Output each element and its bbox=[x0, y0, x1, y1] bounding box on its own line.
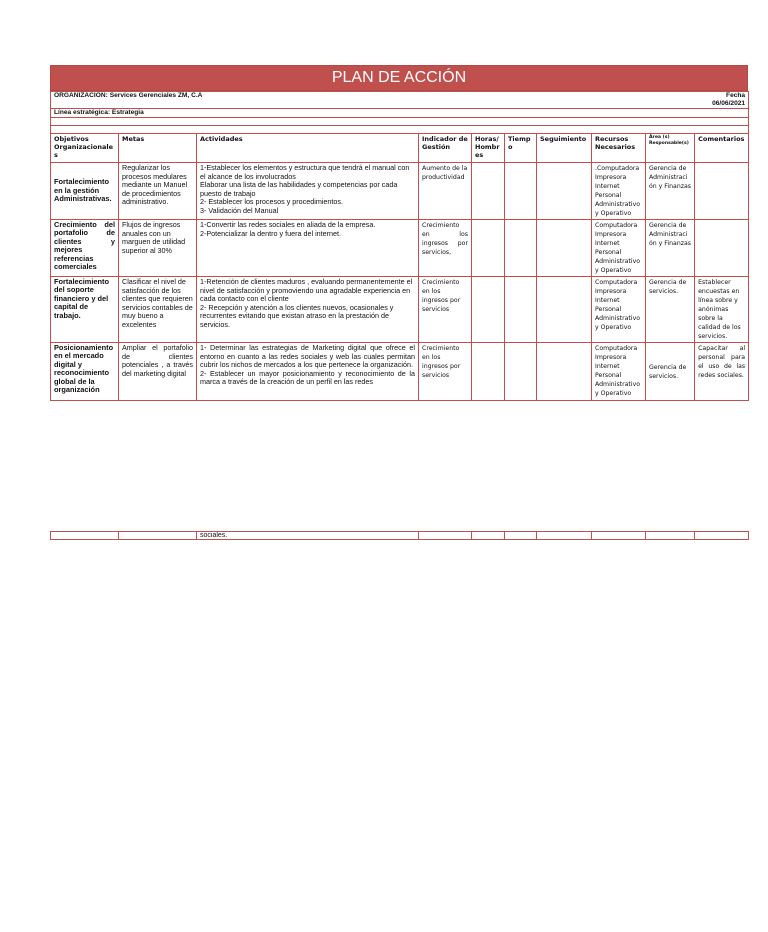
resources-cell: .Computadora Impresora Internet Personal Administrativo y Operativo bbox=[592, 163, 646, 220]
goals-cell: Ampliar el portafolio de clientes potenciales , a través del marketing digital bbox=[119, 343, 197, 401]
goals-cell: Flujos de ingresos anuales con un marguen de utilidad superior al 30% bbox=[119, 220, 197, 277]
time-cell bbox=[505, 163, 537, 220]
tracking-cell bbox=[537, 163, 592, 220]
continuation-text: sociales. bbox=[197, 532, 419, 540]
continuation-row bbox=[51, 532, 749, 540]
strategic-line-label: Línea estratégica: bbox=[54, 109, 111, 116]
activities-cell: 1- Determinar las estrategias de Marketing digital que ofrece el entorno en cuanto a las redes sociales y web las cuales permitan cubrir los nichos de mercados a los que pertenece la organización. 2- Establecer un mayor posicionamiento y reconocimiento de la marca a través de la creación de un perfil en las redes bbox=[197, 343, 419, 401]
tracking-cell bbox=[537, 343, 592, 401]
header-metas: Metas bbox=[119, 134, 197, 163]
organization-label: ORGANIZACIÓN: bbox=[54, 92, 108, 99]
objective-cell: Crecimiento del portafolio de clientes y mejores referencias comerciales bbox=[51, 220, 119, 277]
table-row bbox=[51, 277, 749, 343]
objective-cell: Fortalecimiento del soporte financiero y del capital de trabajo. bbox=[51, 277, 119, 343]
indicator-cell: Crecimiento en los ingresos por servicios bbox=[419, 277, 472, 343]
area-cell: Gerencia de Administración y Finanzas bbox=[646, 163, 695, 220]
hours-cell bbox=[472, 220, 505, 277]
comments-cell: Establecer encuestas en línea sobre y anónimas sobre la calidad de los servicios. bbox=[695, 277, 749, 343]
table-row bbox=[51, 163, 749, 220]
area-cell: Gerencia de Administración y Finanzas bbox=[646, 220, 695, 277]
header-actividades: Actividades bbox=[197, 134, 419, 163]
header-horas: Horas/ Hombr es bbox=[472, 134, 505, 163]
table-row bbox=[51, 220, 749, 277]
header-comentarios: Comentarios bbox=[695, 134, 749, 163]
organization-row bbox=[51, 92, 749, 109]
time-cell bbox=[505, 343, 537, 401]
resources-cell: Computadora Impresora Internet Personal Administrativo y Operativo bbox=[592, 220, 646, 277]
comments-cell bbox=[695, 220, 749, 277]
header-indicador: Indicador de Gestión bbox=[419, 134, 472, 163]
continuation-block bbox=[50, 531, 748, 540]
goals-cell: Clasificar el nivel de satisfacción de los clientes que requieren servicios contables de muy bueno a excelentes bbox=[119, 277, 197, 343]
objective-cell: Fortalecimiento en la gestión Administrativas. bbox=[51, 163, 119, 220]
area-cell: Gerencia de servicios. bbox=[646, 343, 695, 401]
spacer-row bbox=[51, 118, 749, 126]
comments-cell bbox=[695, 163, 749, 220]
time-cell bbox=[505, 220, 537, 277]
time-cell bbox=[505, 277, 537, 343]
page-title: PLAN DE ACCIÓN bbox=[50, 65, 748, 91]
resources-cell: Computadora Impresora Internet Personal Administrativo y Operativo bbox=[592, 343, 646, 401]
strategic-line-value: Estrategia bbox=[111, 109, 144, 116]
tracking-cell bbox=[537, 277, 592, 343]
header-tiempo: Tiempo bbox=[505, 134, 537, 163]
date-value: 06/06/2021 bbox=[712, 100, 746, 107]
hours-cell bbox=[472, 277, 505, 343]
header-seguimiento: Seguimiento bbox=[537, 134, 592, 163]
action-plan-table bbox=[50, 91, 749, 401]
date-label: Fecha bbox=[726, 92, 746, 99]
strategic-line-row bbox=[51, 109, 749, 118]
indicator-cell: Crecimiento en los ingresos por servicios bbox=[419, 343, 472, 401]
comments-cell: Capacitar al personal para el uso de las redes sociales. bbox=[695, 343, 749, 401]
header-area: Área (s) Responsable(s) bbox=[646, 134, 695, 163]
area-cell: Gerencia de servicios. bbox=[646, 277, 695, 343]
header-objetivos: Objetivos Organizacionales bbox=[51, 134, 119, 163]
indicator-cell: Aumento de la productividad bbox=[419, 163, 472, 220]
goals-cell: Regularizar los procesos medulares mediante un Manuel de procedimientos administrativo. bbox=[119, 163, 197, 220]
activities-cell: 1-Establecer los elementos y estructura que tendrá el manual con el alcance de los involucrados Elaborar una lista de las habilidades y competencias por cada puesto de trabajo 2- Establecer los procesos y procedimientos. 3- Validación del Manual bbox=[197, 163, 419, 220]
hours-cell bbox=[472, 163, 505, 220]
table-header-row bbox=[51, 134, 749, 163]
action-plan-sheet bbox=[50, 65, 748, 401]
table-row bbox=[51, 343, 749, 401]
tracking-cell bbox=[537, 220, 592, 277]
objective-cell: Posicionamiento en el mercado digital y reconocimiento global de la organización bbox=[51, 343, 119, 401]
activities-cell: 1-Convertir las redes sociales en aliada de la empresa. 2-Potencializar la dentro y fuera del internet. bbox=[197, 220, 419, 277]
continuation-table bbox=[50, 531, 749, 540]
header-recursos: Recursos Necesarios bbox=[592, 134, 646, 163]
activities-cell: 1-Retención de clientes maduros , evaluando permanentemente el nivel de satisfacción y promoviendo una agradable experiencia en cada contacto con el cliente 2- Recepción y atención a los clientes nuevos, ocasionales y recurrentes evitando que existan atraso en la prestación de servicios. bbox=[197, 277, 419, 343]
spacer-row bbox=[51, 126, 749, 134]
organization-value: Services Gerenciales ZM, C.A bbox=[109, 92, 203, 99]
hours-cell bbox=[472, 343, 505, 401]
resources-cell: Computadora Impresora Internet Personal Administrativo y Operativo bbox=[592, 277, 646, 343]
indicator-cell: Crecimiento en los ingresos por servicios, bbox=[419, 220, 472, 277]
